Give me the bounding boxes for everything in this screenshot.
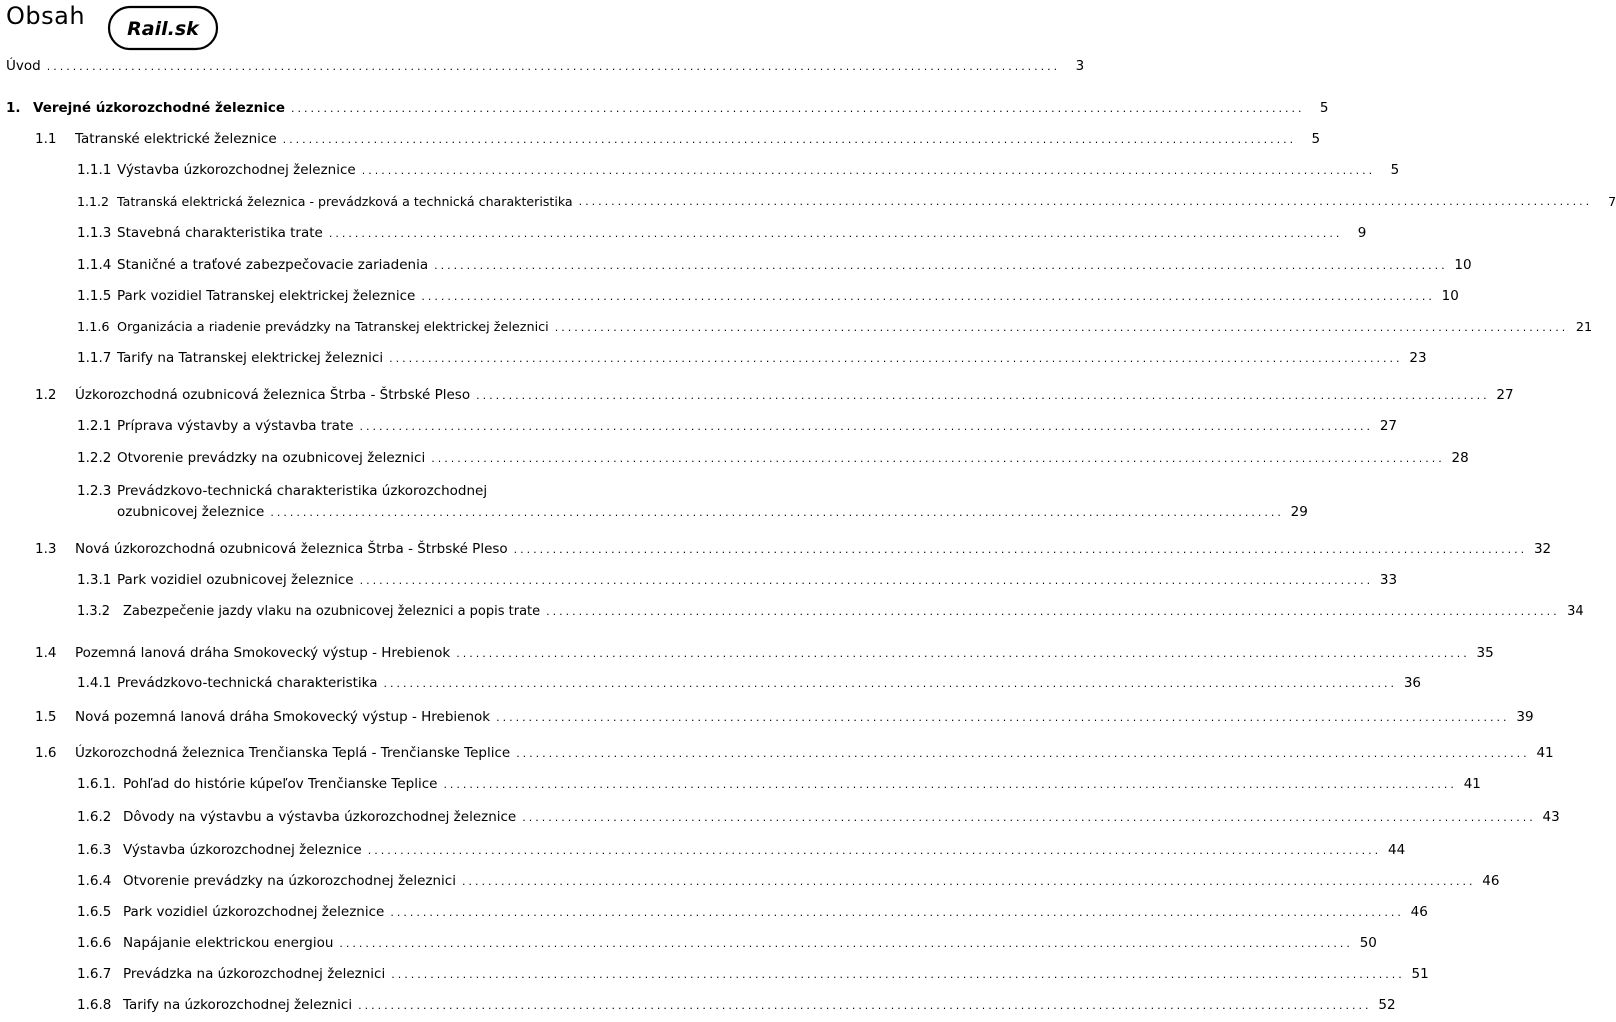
toc-label: Staničné a traťové zabezpečovacie zariadenia: [117, 257, 429, 273]
dot-leader: ............................................................................................................................................................: [461, 875, 1476, 888]
toc-label: Park vozidiel úzkorozchodnej železnice: [123, 904, 385, 920]
toc-label: Príprava výstavby a výstavba trate: [117, 418, 354, 434]
toc-entry-1-2-1[interactable]: [77, 418, 1398, 435]
toc-number: 1.1.4: [77, 257, 112, 273]
toc-page: 41: [1536, 745, 1554, 761]
toc-number: 1.: [6, 100, 21, 116]
toc-entry-1-1[interactable]: [35, 131, 1321, 148]
toc-entry-1-2-3[interactable]: [117, 504, 1308, 521]
toc-number: 1.3.1: [77, 572, 112, 588]
toc-number: 1.6.6: [77, 935, 112, 951]
toc-page: 9: [1357, 225, 1367, 241]
toc-entry-1-6-8[interactable]: [77, 997, 1396, 1014]
toc-number: 1.6.1.: [77, 776, 116, 792]
dot-leader: ............................................................................................................................................................: [456, 647, 1470, 660]
toc-page: 35: [1476, 645, 1494, 661]
toc-number: 1.6.4: [77, 873, 112, 889]
toc-label: Dôvody na výstavbu a výstavba úzkorozchodnej železnice: [123, 809, 517, 825]
toc-entry-1-1-6[interactable]: [77, 319, 1593, 336]
toc-number: 1.6.8: [77, 997, 112, 1013]
toc-page: 50: [1359, 935, 1377, 951]
toc-entry-1-1-5[interactable]: [77, 288, 1459, 305]
dot-leader: ............................................................................................................................................................: [359, 420, 1374, 433]
toc-label: Tarify na Tatranskej elektrickej železnici: [117, 350, 384, 366]
toc-label: Nová pozemná lanová dráha Smokovecký výstup - Hrebienok: [75, 709, 491, 725]
toc-page: 3: [1075, 58, 1085, 74]
toc-entry-1-3-2[interactable]: [77, 603, 1584, 620]
dot-leader: ............................................................................................................................................................: [339, 937, 1353, 950]
toc-number: 1.3.2: [77, 604, 111, 619]
dot-leader: ............................................................................................................................................................: [513, 543, 1528, 556]
toc-entry-1-6-7[interactable]: [77, 966, 1429, 983]
toc-entry-1-2-2[interactable]: [77, 450, 1469, 467]
dot-leader: ............................................................................................................................................................: [270, 506, 1284, 519]
toc-label: Zabezpečenie jazdy vlaku na ozubnicovej železnici a popis trate: [123, 604, 541, 619]
toc-entry-1-4-1[interactable]: [77, 675, 1421, 692]
toc-entry-1-6-1[interactable]: [77, 776, 1481, 793]
toc-label: Úzkorozchodná železnica Trenčianska Teplá - Trenčianske Teplice: [75, 745, 511, 761]
toc-entry-1-4[interactable]: [35, 645, 1494, 662]
toc-number: 1.6.2: [77, 809, 112, 825]
logo-text: Rail.sk: [127, 18, 199, 40]
toc-number: 1.4: [35, 645, 57, 661]
toc-number: 1.1.3: [77, 225, 112, 241]
toc-label: Park vozidiel Tatranskej elektrickej železnice: [117, 288, 416, 304]
toc-page: 43: [1542, 809, 1560, 825]
toc-number: 1.6.7: [77, 966, 112, 982]
dot-leader: ............................................................................................................................................................: [443, 778, 1457, 791]
toc-entry-1-1-1[interactable]: [77, 162, 1400, 179]
toc-page: 36: [1403, 675, 1421, 691]
dot-leader: ............................................................................................................................................................: [522, 811, 1536, 824]
toc-number: 1.1.2: [77, 194, 110, 209]
toc-number: 1.2.1: [77, 418, 112, 434]
toc-number: 1.1.6: [77, 320, 110, 335]
toc-number: 1.4.1: [77, 675, 112, 691]
toc-entry-1-6-6[interactable]: [77, 935, 1377, 952]
toc-label: Napájanie elektrickou energiou: [123, 935, 334, 951]
dot-leader: ............................................................................................................................................................: [383, 677, 1397, 690]
toc-number: 1.3: [35, 541, 57, 557]
toc-entry-1-3[interactable]: [35, 541, 1552, 558]
toc-label: Organizácia a riadenie prevádzky na Tatranskej elektrickej železnici: [117, 320, 549, 335]
dot-leader: ............................................................................................................................................................: [391, 968, 1405, 981]
toc-page: 39: [1516, 709, 1534, 725]
toc-page: 7: [1608, 194, 1616, 209]
toc-label: Otvorenie prevádzky na úzkorozchodnej železnici: [123, 873, 456, 889]
toc-page: 28: [1451, 450, 1469, 466]
toc-entry-1-6[interactable]: [35, 745, 1554, 762]
dot-leader: ............................................................................................................................................................: [496, 711, 1510, 724]
toc-label: Otvorenie prevádzky na ozubnicovej železnici: [117, 450, 426, 466]
toc-label: Prevádzkovo-technická charakteristika: [117, 675, 378, 691]
toc-entry-1-1-2[interactable]: [77, 193, 1616, 210]
dot-leader: ............................................................................................................................................................: [367, 844, 1382, 857]
toc-page: 5: [1311, 131, 1321, 147]
toc-number: 1.5: [35, 709, 57, 725]
toc-entry-1-5[interactable]: [35, 709, 1534, 726]
toc-number: 1.1.7: [77, 350, 112, 366]
toc-number: 1.2.3: [77, 483, 112, 499]
dot-leader: ............................................................................................................................................................: [421, 290, 1435, 303]
dot-leader: ............................................................................................................................................................: [434, 259, 1448, 272]
toc-label: Pozemná lanová dráha Smokovecký výstup - Hrebienok: [75, 645, 451, 661]
toc-page: 33: [1379, 572, 1398, 588]
toc-number: 1.1.1: [77, 162, 112, 178]
dot-leader: ............................................................................................................................................................: [358, 999, 1372, 1012]
toc-number: 1.2.2: [77, 450, 112, 466]
dot-leader: ............................................................................................................................................................: [359, 574, 1374, 587]
toc-page: 5: [1390, 162, 1400, 178]
toc-label: Verejné úzkorozchodné železnice: [33, 100, 285, 116]
toc-entry-1-1-7[interactable]: [77, 350, 1427, 367]
toc-page: 27: [1379, 418, 1398, 434]
toc-entry-1-3-1[interactable]: [77, 572, 1398, 589]
toc-page: 34: [1567, 604, 1584, 619]
toc-number: 1.1: [35, 131, 57, 147]
toc-entry-1-6-4[interactable]: [77, 873, 1500, 890]
toc-label: Tatranské elektrické železnice: [75, 131, 277, 147]
dot-leader: ............................................................................................................................................................: [578, 195, 1593, 208]
toc-entry-1-6-2[interactable]: [77, 809, 1560, 826]
toc-page: 21: [1575, 320, 1593, 335]
toc-page: 27: [1496, 387, 1514, 403]
toc-number: 1.6.5: [77, 904, 112, 920]
dot-leader: ............................................................................................................................................................: [546, 605, 1560, 618]
toc-number: 1.6: [35, 745, 57, 761]
toc-entry-1-6-3[interactable]: [77, 842, 1406, 859]
toc-page: 46: [1482, 873, 1500, 889]
toc-label: Výstavba úzkorozchodnej železnice: [123, 842, 362, 858]
toc-label: Stavebná charakteristika trate: [117, 225, 323, 241]
toc-label: Prevádzkovo-technická charakteristika úzkorozchodnej: [117, 483, 488, 499]
toc-label: Úzkorozchodná ozubnicová železnica Štrba - Štrbské Pleso: [75, 387, 471, 403]
toc-entry-1-6-5[interactable]: [77, 904, 1428, 921]
toc-page: 52: [1378, 997, 1396, 1013]
toc-entry-1-1-3[interactable]: [77, 225, 1367, 242]
dot-leader: ............................................................................................................................................................: [431, 452, 1445, 465]
toc-page: 41: [1463, 776, 1481, 792]
toc-number: 1.2: [35, 387, 57, 403]
dot-leader: ............................................................................................................................................................: [389, 352, 1403, 365]
toc-page: 10: [1441, 288, 1459, 304]
toc-label: Pohľad do histórie kúpeľov Trenčianske Teplice: [123, 776, 438, 792]
toc-label: Tatranská elektrická železnica - prevádzková a technická charakteristika: [117, 194, 573, 209]
toc-label: Prevádzka na úzkorozchodnej železnici: [123, 966, 386, 982]
toc-number: 1.1.5: [77, 288, 112, 304]
toc-entry-1-1-4[interactable]: [77, 257, 1472, 274]
dot-leader: ............................................................................................................................................................: [516, 747, 1530, 760]
dot-leader: ............................................................................................................................................................: [291, 102, 1305, 115]
page-title: Obsah: [6, 2, 86, 30]
toc-label: Nová úzkorozchodná ozubnicová železnica Štrba - Štrbské Pleso: [75, 541, 508, 557]
dot-leader: ............................................................................................................................................................: [554, 321, 1569, 334]
toc-entry-1[interactable]: [6, 100, 1329, 117]
toc-entry-1-2-3-first-line[interactable]: [77, 483, 487, 500]
toc-page: 32: [1533, 541, 1552, 557]
dot-leader: ............................................................................................................................................................: [390, 906, 1404, 919]
toc-label: Tarify na úzkorozchodnej železnici: [123, 997, 353, 1013]
dot-leader: ............................................................................................................................................................: [282, 133, 1297, 146]
toc-label: Výstavba úzkorozchodnej železnice: [117, 162, 356, 178]
dot-leader: ............................................................................................................................................................: [361, 164, 1376, 177]
dot-leader: ............................................................................................................................................................: [328, 227, 1343, 240]
toc-page: 10: [1454, 257, 1472, 273]
toc-label-continued: ozubnicovej železnice: [117, 504, 265, 520]
toc-page: 44: [1387, 842, 1406, 858]
dot-leader: ............................................................................................................................................................: [476, 389, 1490, 402]
toc-entry-uvod[interactable]: [6, 58, 1085, 75]
toc-label: Park vozidiel ozubnicovej železnice: [117, 572, 354, 588]
toc-number: 1.6.3: [77, 842, 112, 858]
toc-label: Úvod: [6, 58, 41, 74]
toc-page: 23: [1409, 350, 1427, 366]
toc-entry-1-2[interactable]: [35, 387, 1514, 404]
toc-page: 29: [1290, 504, 1308, 520]
toc-page: 5: [1319, 100, 1329, 116]
toc-page: 46: [1410, 904, 1428, 920]
toc-page: 51: [1411, 966, 1429, 982]
dot-leader: ............................................................................................................................................................: [46, 60, 1061, 73]
